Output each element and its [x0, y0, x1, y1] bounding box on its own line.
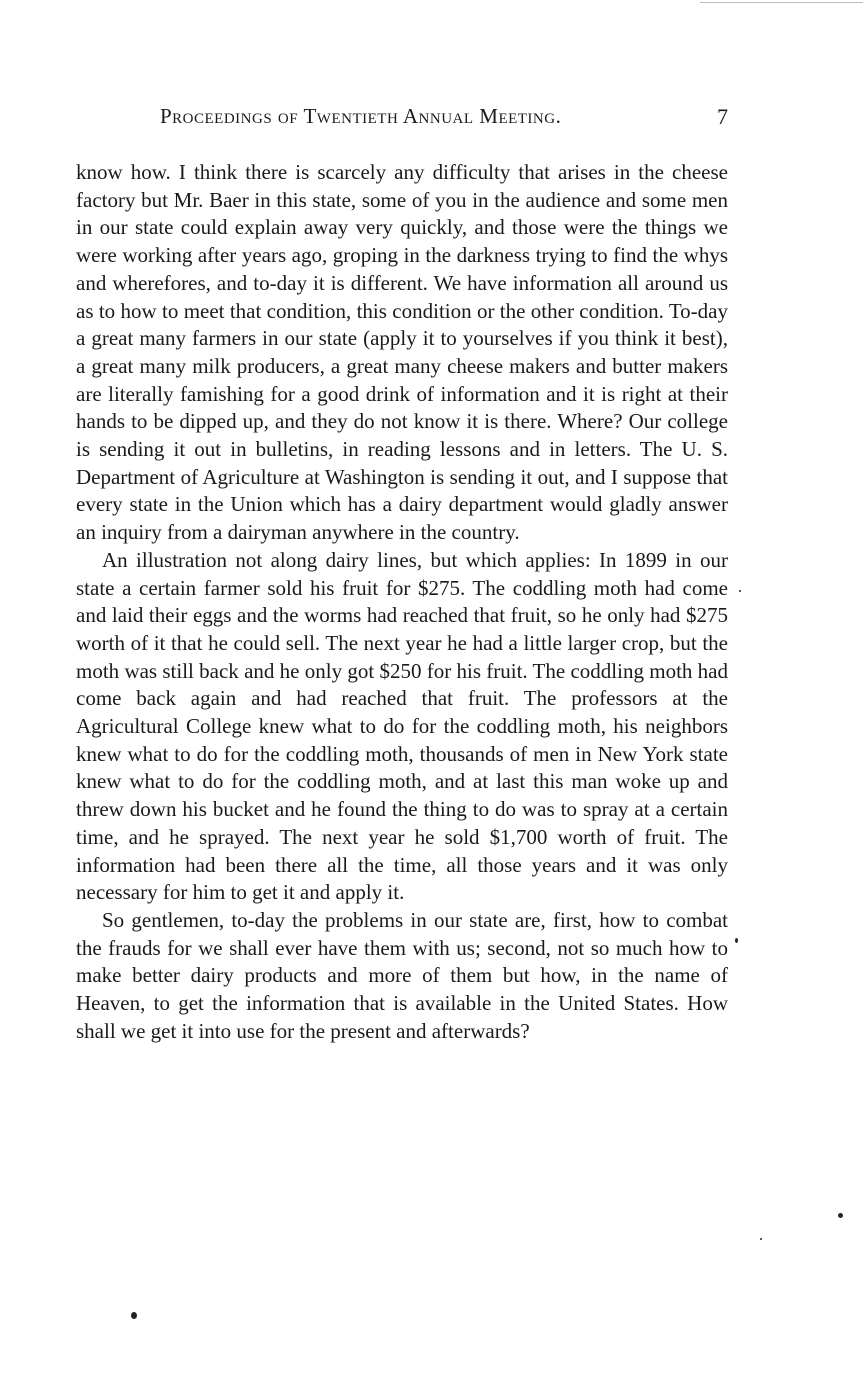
page-number: 7: [717, 104, 728, 129]
paragraph-continued: know how. I think there is scarcely any difficulty that arises in the cheese factory but Mr. Baer in this state, some of you in the audience and some men in our state could explain away very quickly, and those were the things we were working after years ago, groping in the darkness trying to find the whys and wherefores, and to-day it is different. We have information all around us as to how to meet that condition, this condition or the other condition. To-day a great many farmers in our state (apply it to yourselves if you think it best), a great many milk producers, a great many cheese makers and butter makers are literally famishing for a good drink of information and it is right at their hands to be dipped up, and they do not know it is there. Where? Our college is sending it out in bulletins, in reading lessons and in letters. The U. S. Department of Agriculture at Washington is sending it out, and I suppose that every state in the Union which has a dairy department would gladly answer an inquiry from a dairyman anywhere in the country.: [76, 160, 728, 545]
paragraph-illustration: An illustration not along dairy lines, but which applies: In 1899 in our state a certain farmer sold his fruit for $275. The coddling moth had come and laid their eggs and the worms had reached that fruit, so he only had $275 worth of it that he could sell. The next year he had a little larger crop, but the moth was still back and he only got $250 for his fruit. The coddling moth had come back again and had reached that fruit. The professors at the Agricultural College knew what to do for the coddling moth, his neighbors knew what to do for the coddling moth, thousands of men in New York state knew what to do for the coddling moth, and at last this man woke up and threw down his bucket and he found the thing to do was to spray at a certain time, and he sprayed. The next year he sold $1,700 worth of fruit. The information had been there all the time, all those years and it was only necessary for him to get it and apply it.: [76, 547, 728, 905]
ink-speck: [131, 1312, 137, 1319]
paragraph-conclusion: So gentlemen, to-day the problems in our state are, first, how to combat the frauds for we shall ever have them with us; second, not so much how to make better dairy products and more of them but how, in the name of Heaven, to get the information that is available in the United States. How shall we get it into use for the present and afterwards?: [76, 907, 728, 1043]
running-title: Proceedings of Twentieth Annual Meeting.: [160, 104, 562, 128]
ink-speck: [735, 938, 738, 943]
ink-speck: [838, 1213, 843, 1218]
ink-speck: [739, 590, 741, 592]
body-text: [76, 159, 728, 1046]
ink-speck: [760, 1238, 762, 1240]
running-header: [76, 104, 728, 134]
scan-edge-rule: [700, 2, 863, 3]
